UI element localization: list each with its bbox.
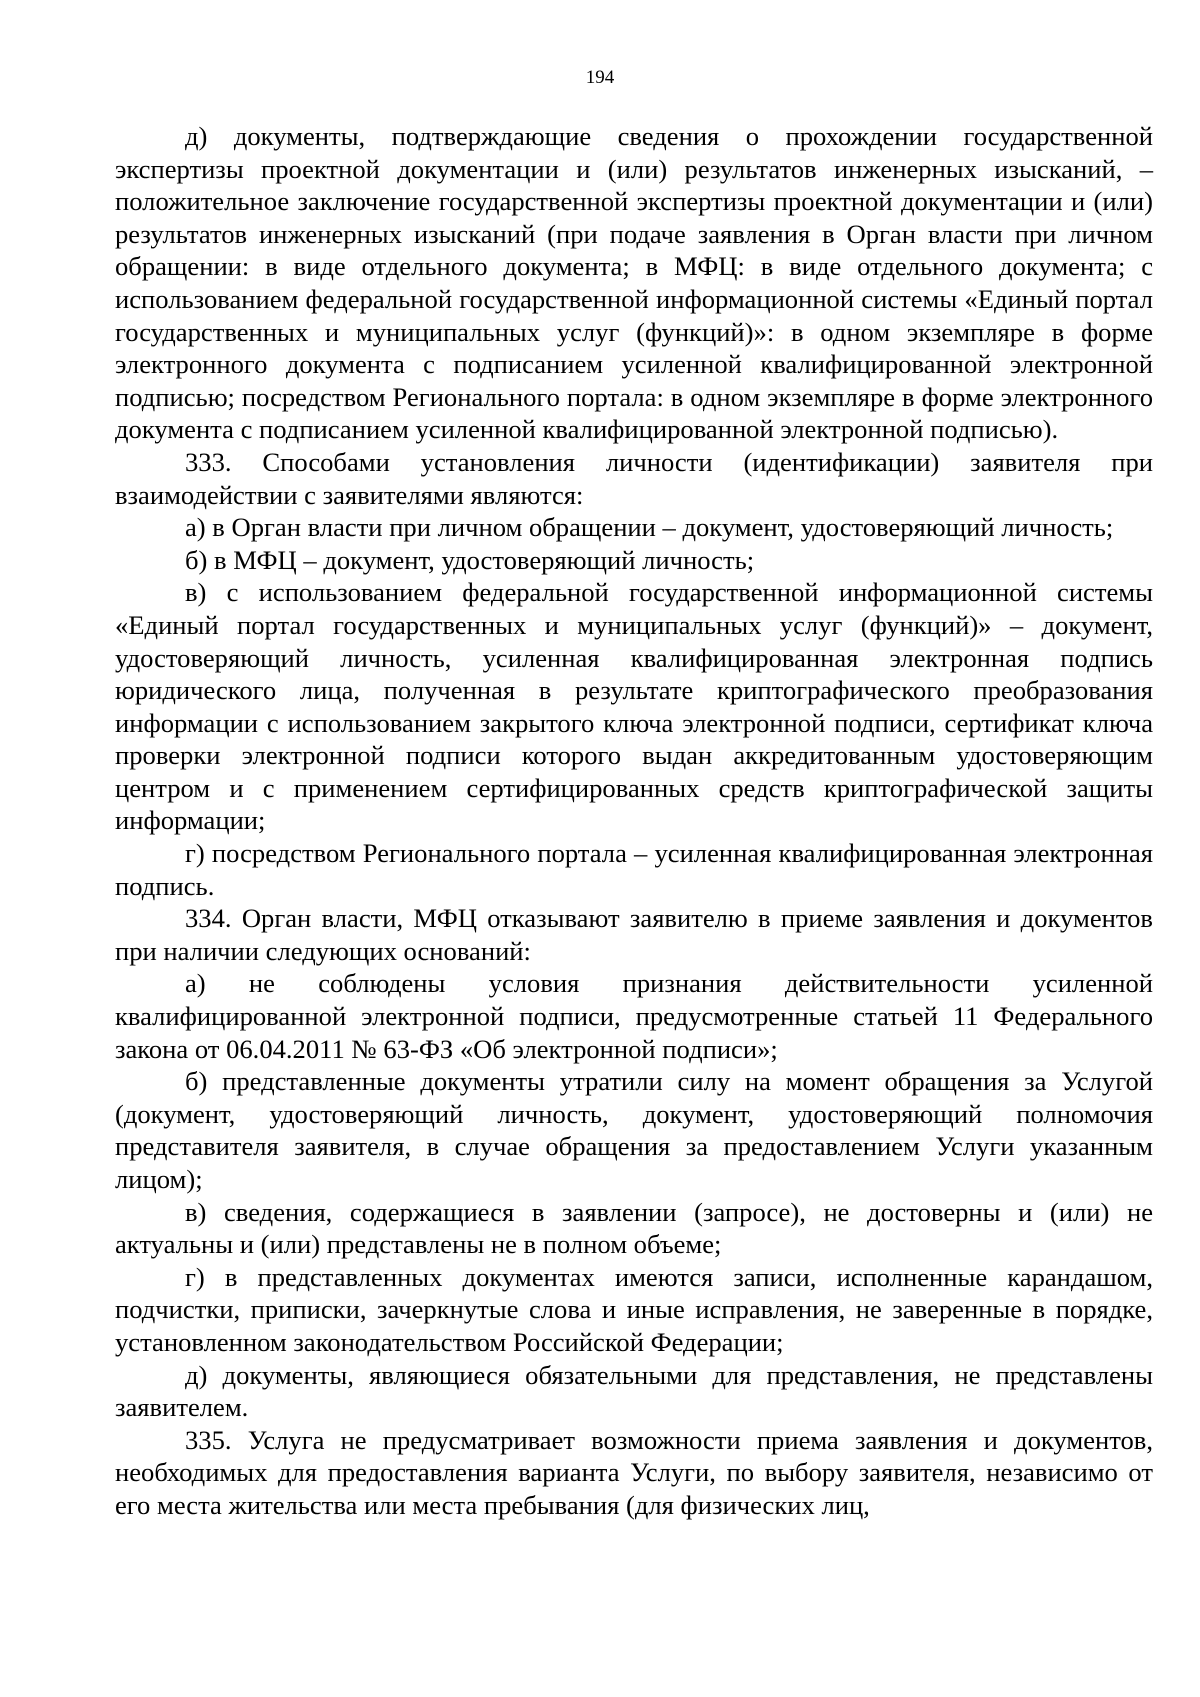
document-body xyxy=(115,120,1153,1522)
paragraph-333-a-authority: а) в Орган власти при личном обращении – документ, удостоверяющий личность; xyxy=(185,512,1114,543)
paragraph-334-refusal-grounds: 334. Орган власти, МФЦ отказывают заявителю в приеме заявления и документов при наличии следующих оснований: xyxy=(115,903,1153,966)
paragraph-d-expertise-documents: д) документы, подтверждающие сведения о прохождении государственной экспертизы проектной документации и (или) результатов инженерных изысканий, – положительное заключение государственной экспертизы проектной документации и (или) результатов инженерных изысканий (при подаче заявления в Орган власти при личном обращении: в виде отдельного документа; в МФЦ: в виде отдельного документа; с использованием федеральной государственной информационной системы «Единый портал государственных и муниципальных услуг (функций)»: в одном экземпляре в форме электронного документа с подписанием усиленной квалифицированной электронной подписью; посредством Регионального портала: в одном экземпляре в форме электронного документа с подписанием усиленной квалифицированной электронной подписью). xyxy=(115,121,1153,445)
page-number: 194 xyxy=(585,67,615,88)
paragraph-333-identification-methods: 333. Способами установления личности (идентификации) заявителя при взаимодействии с заявителями являются: xyxy=(115,446,1153,510)
paragraph-334-a-signature: а) не соблюдены условия признания действительности усиленной квалифицированной электронной подписи, предусмотренные статьей 11 Федерального закона от 06.04.2011 № 63-ФЗ «Об электронной подписи»; xyxy=(115,968,1153,1064)
paragraph-334-b-expired-documents: б) представленные документы утратили силу на момент обращения за Услугой (документ, удостоверяющий личность, документ, удостоверяющий полномочия представителя заявителя, в случае обращения за предоставлением Услуги указанным лицом); xyxy=(115,1066,1153,1194)
paragraph-333-v-federal-portal: в) с использованием федеральной государственной информационной системы «Единый портал государственных и муниципальных услуг (функций)» – документ, удостоверяющий личность, усиленная квалифицированная электронная подпись юридического лица, полученная в результате криптографического преобразования информации с использованием закрытого ключа электронной подписи, сертификат ключа проверки электронной подписи которого выдан аккредитованным удостоверяющим центром и с применением сертифицированных средств криптографической защиты информации; xyxy=(115,577,1153,836)
paragraph-333-b-mfc: б) в МФЦ – документ, удостоверяющий личность; xyxy=(185,544,755,575)
paragraph-333-g-regional-portal: г) посредством Регионального портала – усиленная квалифицированная электронная подпись. xyxy=(115,838,1153,901)
paragraph-334-d-missing-documents: д) документы, являющиеся обязательными для представления, не представлены заявителем. xyxy=(115,1359,1153,1423)
paragraph-335-extraterritorial: 335. Услуга не предусматривает возможности приема заявления и документов, необходимых для предоставления варианта Услуги, по выбору заявителя, независимо от его места жительства или места пребывания (для физических лиц, xyxy=(115,1424,1153,1520)
paragraph-334-v-unreliable-info: в) сведения, содержащиеся в заявлении (запросе), не достоверны и (или) не актуальны и (или) представлены не в полном объеме; xyxy=(115,1196,1153,1260)
paragraph-334-g-corrections: г) в представленных документах имеются записи, исполненные карандашом, подчистки, приписки, зачеркнутые слова и иные исправления, не заверенные в порядке, установленном законодательством Российской Федерации; xyxy=(115,1261,1153,1357)
